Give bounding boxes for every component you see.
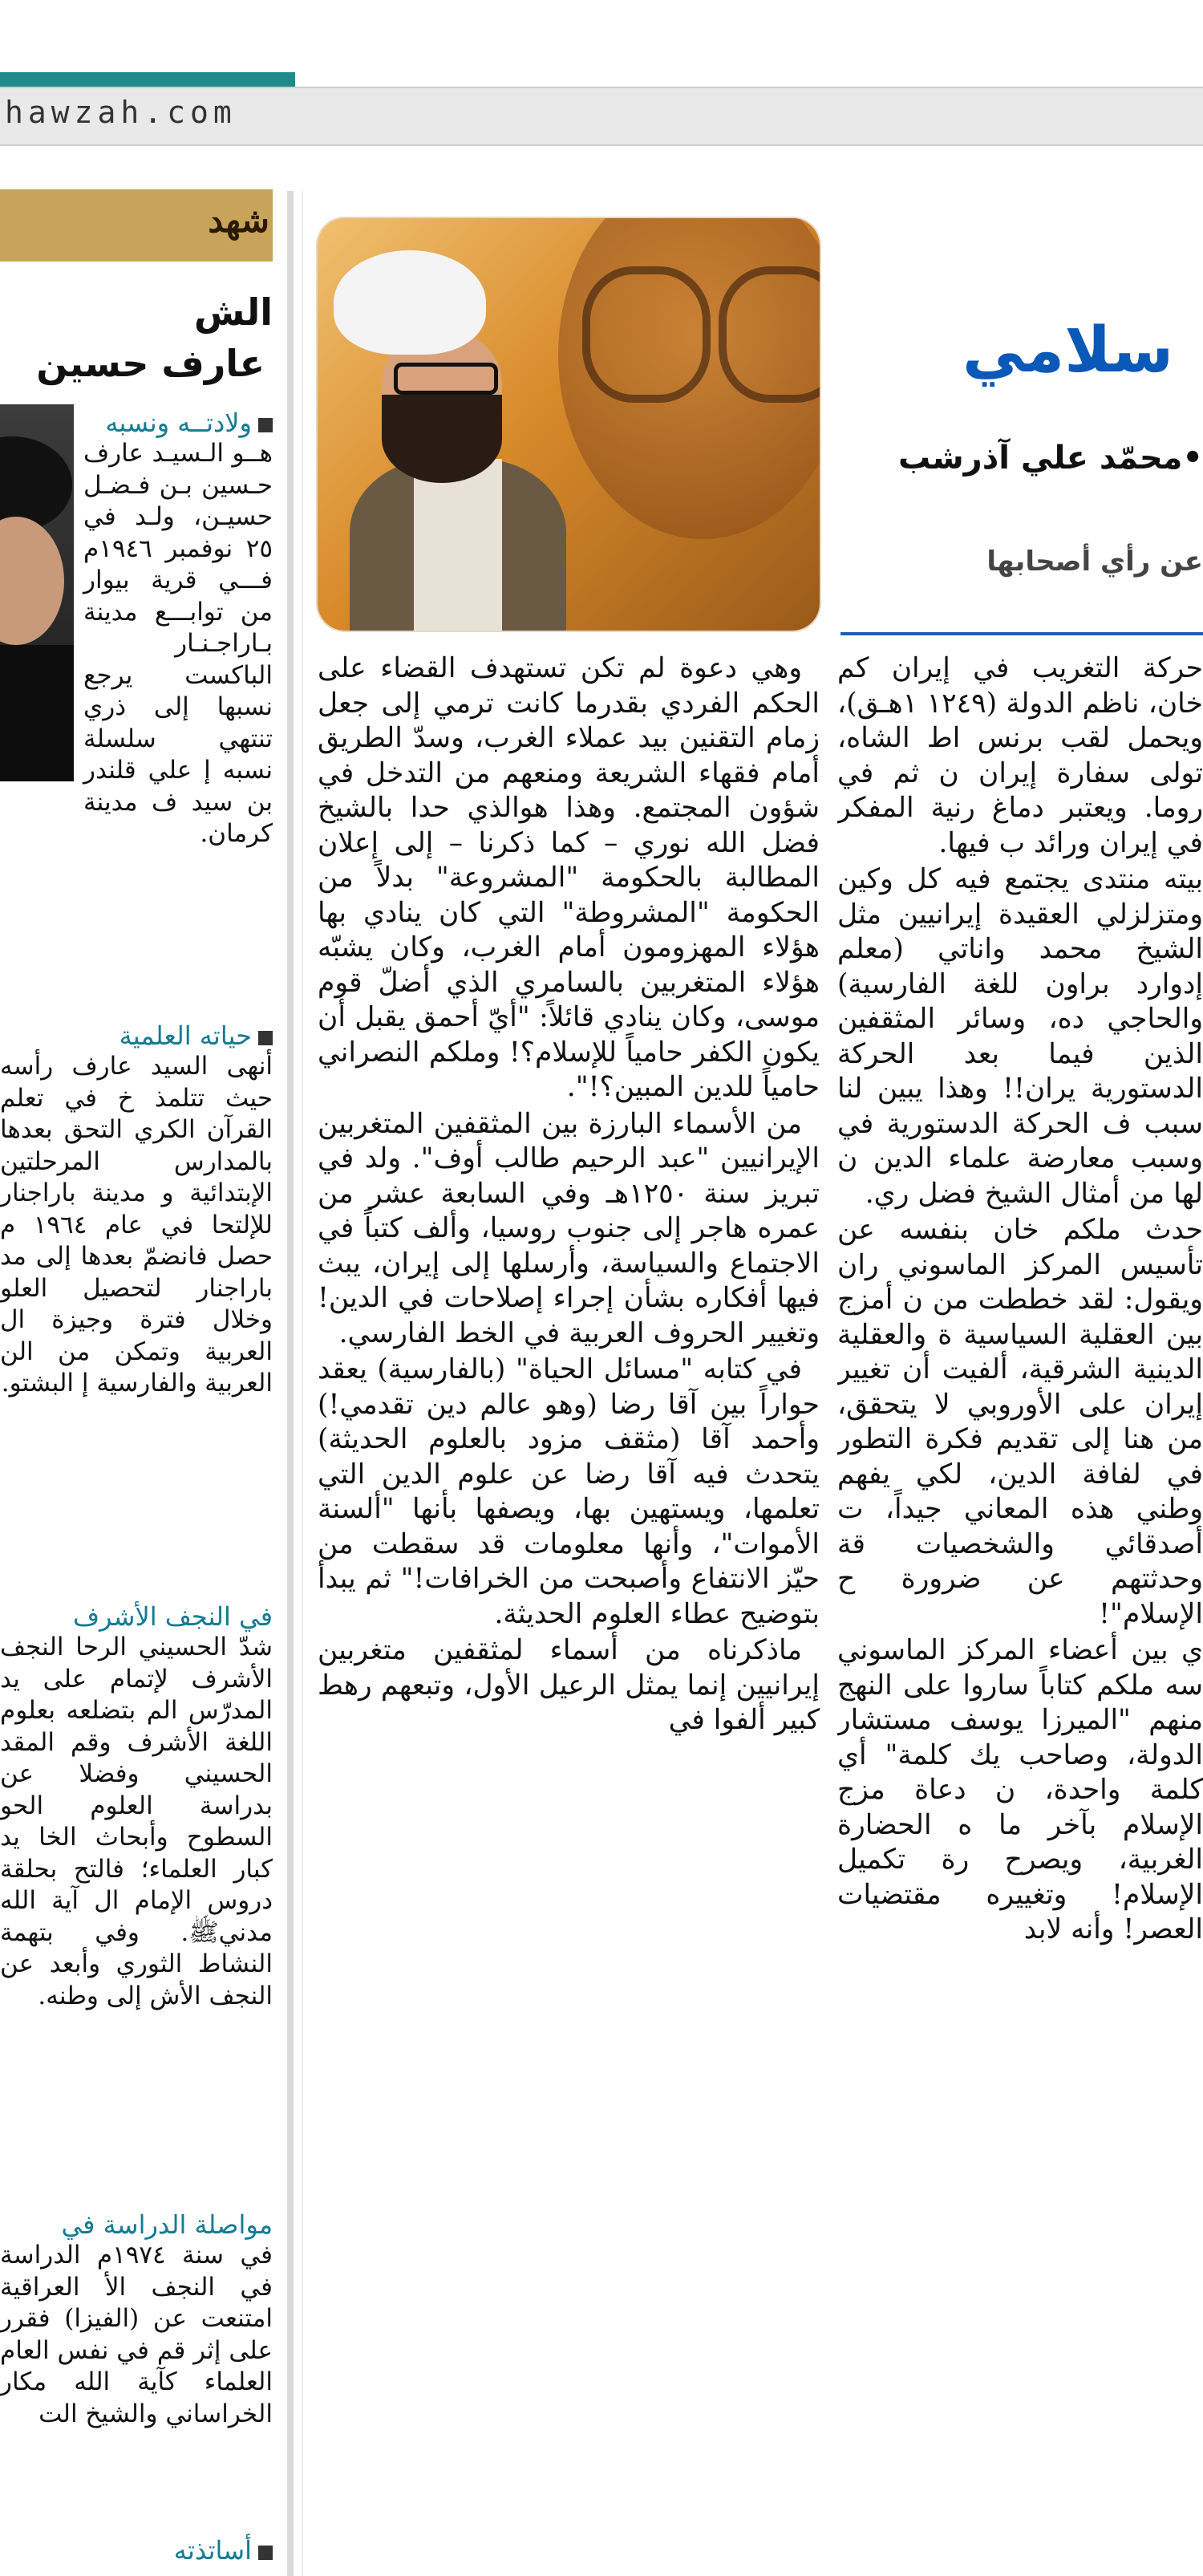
section-title: حياته العلمية xyxy=(119,1020,252,1051)
paragraph: في كتابه "مسائل الحياة" (بالفارسية) يعقد حواراً بين آقا رضا (وهو عالم دين تقدمي!) وأحمد آقا (مثقف مزود بالعلوم الحديثة) يتحدث فيه آقا رضا عن علوم الدين التي تعلمها، ويستهين بها، ويصفها بأنها "ألسنة الأموات"، وأنها معلومات قد سقطت من حيّز الانتفاع وأصبحت من الخرافات!" ثم يبدأ بتوضيح عطاء العلوم الحديثة. xyxy=(318,1353,820,1630)
sidebar-section-najaf xyxy=(0,1601,273,2012)
article-title: سلامي xyxy=(962,314,1174,387)
section-text: هــو الـسيـد عارف حـسين بـن فـضـل حسيـن، ولـد في ٢٥ نوفمبر ١٩٤٦م فـــي قرية بيوار من توابـــع مدينة بـاراجـنـار الباكست يرجع نسبها إلى ذري تنتهي سلسلة نسبه إ علي قلندر بن سيد ف مدينة كرمان. xyxy=(83,439,273,848)
section-title: ولادتــه ونسبه xyxy=(105,408,252,438)
sidebar-name-line2: عارف حسين xyxy=(36,342,265,385)
column-divider-inner xyxy=(302,191,303,2576)
paragraph: ي بين أعضاء المركز الماسوني سه ملكم كتاباً ساروا على النهج منهم "الميرزا يوسف مستشار الدولة، وصاحب يك كلمة" أي كلمة واحدة، ن دعاة مزج الإسلام بآخر ما ه الحضارة الغربية، ويصرح رة تكميل الإسلام! وتغييره مقتضيات العصر! وأنه لابد xyxy=(837,1634,1203,1945)
middle-column-text xyxy=(318,651,820,1740)
paragraph: وهي دعوة لم تكن تستهدف القضاء على الحكم الفردي بقدرما كانت ترمي إلى جعل زمام التقنين بيد عملاء الغرب، وسدّ الطريق أمام فقهاء الشريعة ومنعهم من التدخل في شؤون المجتمع. وهذا هوالذي حدا بالشيخ فضل الله نوري – كما ذكرنا – إلى إعلان المطالبة بالحكومة "المشروعة" بدلاً من الحكومة "المشروطة" التي كان ينادي بها هؤلاء المهزومون أمام الغرب، وكان يشبّه هؤلاء المتغربين بالسامري الذي أضلّ قوم موسى، وكان ينادي قائلاً: "أيّ أحمق يقبل أن يكون الكفر حامياً للإسلام؟! وملكم النصراني حامياً للدين المبين؟!". xyxy=(318,652,820,1103)
paragraph: حركة التغريب في إيران كم خان، ناظم الدولة (١٢٤٩ ١هـق)، ويحمل لقب برنس اط الشاه، تولى سفارة إيران ن ثم في روما. ويعتبر دماغ رنية المفكر في إيران ورائد ب فيها. xyxy=(837,652,1203,859)
section-text: شدّ الحسيني الرحا النجف الأشرف لإتمام على يد المدرّس الم بتضلعه بعلوم اللغة الأشرف وقم المقد الحسيني وفضلا عن بدراسة العلوم الحو السطوح وأبحاث الخا يد كبار العلماء؛ فالتح بحلقة دروس الإمام ال آية الله مدنيﷺ. وفي بتهمة النشاط الثوري وأبعد عن النجف الأش إلى وطنه. xyxy=(0,1633,273,2010)
section-text: أنهى السيد عارف رأسه حيث تتلمذ خ في تعلم القرآن الكري التحق بعدها بالمدارس المرحلتين الإبتدائية و مدينة باراجنار للإلتحا في عام ١٩٦٤ م حصل فانضمّ بعدها إلى مد باراجنار لتحصيل العلو وخلال فترة وجيزة ال العربية وتمكن من الن العربية والفارسية إ البشتو. xyxy=(0,1052,273,1398)
bullet-icon xyxy=(258,418,273,432)
sidebar-name-line1: الش xyxy=(193,290,273,334)
paragraph: حدث ملكم خان بنفسه عن تأسيس المركز الماسوني ران ويقول: لقد خططت من ن أمزج بين العقلية السياسية ة والعقلية الدينية الشرقية، ألفيت أن تغيير إيران على الأوروبي لا يتحقق، من هنا إلى تقديم فكرة التطور في لفافة الدين، لكي يفهم وطني هذه المعاني جيداً، ت أصدقائي والشخصيات قة وحدثتهم عن ضرورة ح الإسلام"! xyxy=(837,1214,1203,1630)
section-title: في النجف الأشرف xyxy=(72,1601,273,1632)
section-title: أساتذته xyxy=(173,2535,252,2566)
article-author: •محمّد علي آذرشب xyxy=(898,440,1203,477)
paragraph: بيته منتدى يجتمع فيه كل وكين ومتزلزلي العقيدة إيرانيين مثل الشيخ محمد واناتي (معلم إدوارد براون للغة الفارسية) والحاجي ده، وسائر المثقفين الذين فيما بعد الحركة الدستورية يران!! وهذا يبين لنا سبب ف الحركة الدستورية في وسبب معارضة علماء الدين ن لها من أمثال الشيخ فضل ري. xyxy=(837,863,1203,1210)
sidebar-section-teachers xyxy=(0,2535,273,2566)
title-rule xyxy=(840,632,1203,635)
section-title: مواصلة الدراسة في xyxy=(61,2209,273,2240)
sidebar-portrait xyxy=(0,404,74,781)
sidebar-section-birth xyxy=(83,408,273,850)
article-photo xyxy=(318,218,820,631)
section-text: في سنة ١٩٧٤م الدراسة في النجف الأ العراقية امتنعت عن (الفيزا) فقرر على إثر قم في نفس العام العلماء كآية الله مكار الخراساني والشيخ الت xyxy=(0,2241,273,2428)
sidebar-section-education xyxy=(0,1020,273,1400)
column-divider xyxy=(287,191,294,2576)
right-column-text xyxy=(837,651,1203,2576)
sidebar-header-title: شهد xyxy=(208,201,269,240)
bullet-icon xyxy=(258,2546,273,2560)
top-band xyxy=(0,0,1203,74)
site-url[interactable]: hawzah.com xyxy=(5,95,237,130)
accent-bar xyxy=(0,72,295,87)
paragraph: ماذكرناه من أسماء لمثقفين متغربين إيرانيين إنما يمثل الرعيل الأول، وتبعهم رهط كبير ألفوا في xyxy=(318,1634,820,1736)
sidebar-section-continue xyxy=(0,2209,273,2430)
bullet-icon xyxy=(258,1031,273,1045)
article-note: عن رأي أصحابها xyxy=(986,546,1203,578)
paragraph: من الأسماء البارزة بين المثقفين المتغربين الإيرانيين "عبد الرحيم طالب أوف". ولد في تبريز سنة ١٢٥٠هـ وفي السابعة عشر من عمره هاجر إلى جنوب روسيا، وألف كتباً في الاجتماع والسياسة، وأرسلها إلى إيران، يبث فيها أفكاره بشأن إجراء إصلاحات في الدين! وتغيير الحروف العربية في الخط الفارسي. xyxy=(318,1107,820,1349)
